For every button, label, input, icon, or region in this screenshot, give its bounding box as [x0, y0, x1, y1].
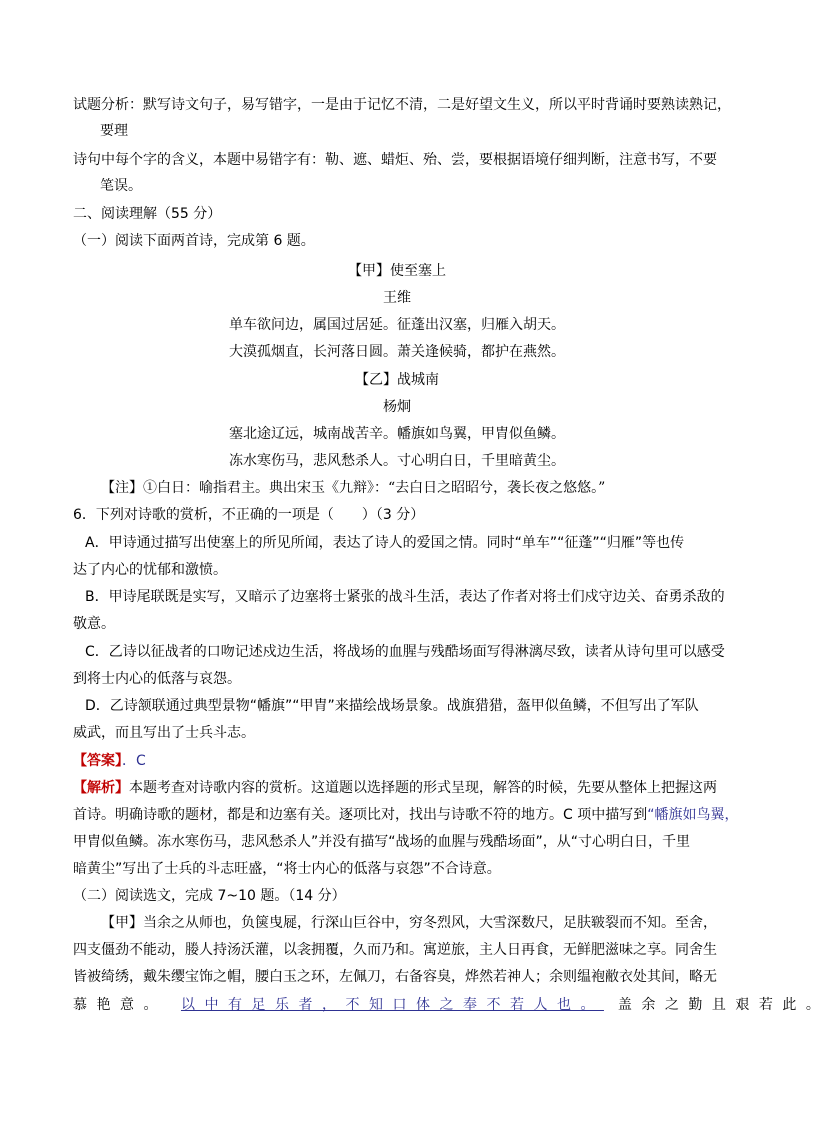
answer-line	[73, 751, 146, 771]
option-c-line-2: 到将士内心的低落与哀怨。	[73, 671, 241, 687]
explanation-label: 【解析】	[73, 780, 129, 796]
explanation-quote: “幡旗如鸟翼，	[647, 807, 739, 823]
passage-line-3: 皆被绮绣，戴朱缨宝饰之帽，腰白玉之环，左佩刀，右备容臭，烨然若神人；余则缊袍敝衣处其间，略无	[73, 969, 717, 985]
passage-line-1: 【甲】当余之从师也，负箧曳屣，行深山巨谷中，穷冬烈风，大雪深数尺，足肤皲裂而不知。至舍，	[101, 915, 717, 931]
poem-b-line-1: 塞北途辽远，城南战苦辛。幡旗如鸟翼，甲胄似鱼鳞。	[229, 426, 565, 442]
analysis-line-2: 要理	[100, 123, 128, 139]
part2-intro: （二）阅读选文，完成 7~10 题。（14 分）	[73, 888, 346, 904]
passage-text-start: 慕艳意。	[73, 997, 167, 1013]
poem-b-author: 杨炯	[383, 399, 411, 415]
passage-text-end: 盖余之勤且艰若此。	[617, 997, 829, 1013]
passage-line-4	[73, 995, 829, 1015]
poem-a-title: 【甲】使至塞上	[348, 263, 446, 279]
analysis-line-4: 笔误。	[100, 178, 142, 194]
analysis-line-1: 试题分析：默写诗文句子，易写错字，一是由于记忆不清，二是好望文生义，所以平时背诵时要熟读熟记，	[73, 97, 731, 113]
option-c-line-1: C．乙诗以征战者的口吻记述戍边生活，将战场的血腥与残酷场面写得淋漓尽致，读者从诗句里可以感受	[85, 644, 725, 660]
option-d-line-2: 威武，而且写出了士兵斗志。	[73, 725, 255, 741]
explanation-line-2	[73, 805, 739, 825]
explanation-line-1	[73, 778, 717, 798]
explanation-text-2: 首诗。明确诗歌的题材，都是和边塞有关。逐项比对，找出与诗歌不符的地方。C 项中描写到	[73, 807, 648, 823]
poem-a-author: 王维	[383, 290, 411, 306]
option-a-line-2: 达了内心的忧郁和激愤。	[73, 562, 227, 578]
poem-b-title: 【乙】战城南	[355, 372, 439, 388]
option-d-line-1: D．乙诗颔联通过典型景物“幡旗”“甲胄”来描绘战场景象。战旗猎猎，盔甲似鱼鳞，不但写出了军队	[85, 698, 699, 714]
option-b-line-1: B．甲诗尾联既是实写，又暗示了边塞将士紧张的战斗生活，表达了作者对将士们戍守边关、奋勇杀敌的	[85, 589, 725, 605]
poem-b-line-2: 冻水寒伤马，悲风愁杀人。寸心明白日，千里暗黄尘。	[229, 453, 565, 469]
poem-note: 【注】①白日：喻指君主。典出宋玉《九辩》：“去白日之昭昭兮，袭长夜之悠悠。”	[101, 480, 606, 496]
answer-value: ．C	[122, 753, 146, 769]
option-a-line-1: A．甲诗通过描写出使塞上的所见所闻，表达了诗人的爱国之情。同时“单车”“征蓬”“归雁”等也传	[85, 535, 685, 551]
passage-underlined-sentence: 以中有足乐者，不知口体之奉不若人也。	[180, 997, 604, 1013]
analysis-line-3: 诗句中每个字的含义，本题中易错字有：勒、遮、蜡炬、殆、尝，要根据语境仔细判断，注意书写，不要	[73, 152, 717, 168]
answer-label: 【答案】	[73, 753, 122, 769]
explanation-line-4: 暗黄尘”写出了士兵的斗志旺盛，“将士内心的低落与哀怨”不合诗意。	[73, 861, 501, 877]
passage-line-2: 四支僵劲不能动，媵人持汤沃灌，以衾拥覆，久而乃和。寓逆旅，主人日再食，无鲜肥滋味之享。同舍生	[73, 942, 717, 958]
question-6-stem: 6．下列对诗歌的赏析，不正确的一项是（ ）（3 分）	[73, 507, 425, 523]
poem-a-line-2: 大漠孤烟直，长河落日圆。萧关逢候骑，都护在燕然。	[229, 344, 565, 360]
option-b-line-2: 敬意。	[73, 616, 115, 632]
poem-a-line-1: 单车欲问边，属国过居延。征蓬出汉塞，归雁入胡天。	[229, 317, 565, 333]
part1-intro: （一）阅读下面两首诗，完成第 6 题。	[73, 233, 315, 249]
explanation-line-3: 甲胄似鱼鳞。冻水寒伤马，悲风愁杀人”并没有描写“战场的血腥与残酷场面”，从“寸心明白日，千里	[73, 834, 691, 850]
explanation-text-1: 本题考查对诗歌内容的赏析。这道题以选择题的形式呈现，解答的时候，先要从整体上把握这两	[129, 780, 717, 796]
section-heading: 二、阅读理解（55 分）	[73, 206, 222, 222]
